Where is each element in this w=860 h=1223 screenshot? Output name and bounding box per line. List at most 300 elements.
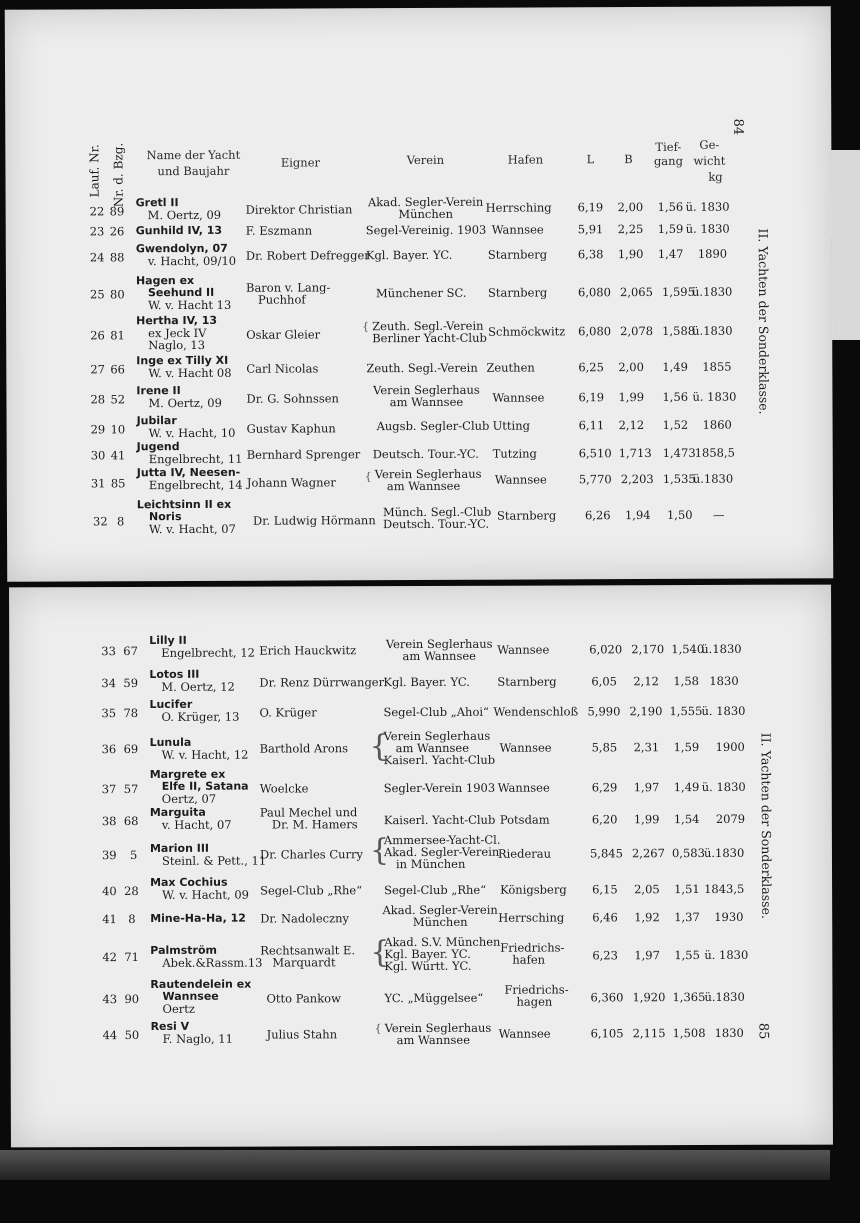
table-row (6, 352, 832, 381)
bzg-nr: 81 (110, 328, 125, 343)
background-sheet-edge (830, 150, 860, 340)
yacht-name: Gretl II (135, 196, 179, 210)
table-row (10, 875, 832, 902)
table-row (7, 412, 833, 441)
hafen: Herrsching (485, 200, 552, 215)
yacht-name: Gwendolyn, 07 (135, 241, 228, 256)
beam: 2,12 (618, 418, 645, 433)
lauf-nr: 26 (90, 328, 105, 343)
hafen: Schmöckwitz (488, 324, 566, 339)
yacht-name-line2: Seehund II (147, 285, 215, 300)
weight: 1858,5 (694, 445, 735, 460)
eigner: Direktor Christian (245, 202, 353, 217)
hafen: Starnberg (497, 674, 557, 689)
verein: Augsb. Segler-Club (376, 418, 490, 434)
beam: 2,190 (629, 704, 663, 719)
lauf-nr: 37 (101, 782, 117, 797)
lauf-nr: 33 (101, 644, 116, 659)
hafen: Starnberg (496, 508, 557, 523)
header-b: B (624, 152, 633, 167)
length: 6,26 (584, 508, 611, 523)
lauf-nr: 38 (101, 814, 117, 829)
yacht-name: Hertha IV, 13 (136, 313, 218, 328)
length: 6,19 (578, 390, 605, 405)
weight: 1900 (715, 739, 745, 754)
eigner: Segel-Club „Rhe“ (260, 883, 363, 898)
length: 5,845 (589, 846, 623, 861)
beam: 2,267 (631, 846, 665, 861)
header-gewicht-line2: wicht (693, 153, 726, 168)
weight: ü.1830 (703, 845, 745, 861)
draft: 1,555 (669, 704, 703, 719)
verein-line2: am Wannsee (402, 648, 476, 664)
brace-mark: { (364, 470, 372, 484)
weight: ü.1830 (704, 989, 745, 1005)
eigner: Dr. Ludwig Hörmann (252, 513, 376, 528)
hafen: Utting (492, 418, 530, 433)
yacht-name: Mine-Ha-Ha, 12 (150, 911, 246, 925)
yacht-builder: Engelbrecht, 14 (148, 477, 243, 493)
length: 5,770 (578, 472, 612, 487)
weight: 1843,5 (704, 881, 745, 897)
verein: Kgl. Bayer. YC. (383, 674, 470, 690)
draft: 1,59 (657, 221, 684, 236)
eigner: Bernhard Sprenger (246, 447, 361, 462)
draft: 1,56 (657, 199, 684, 214)
length: 5,91 (577, 222, 604, 237)
weight: 1860 (702, 417, 732, 432)
eigner: Gustav Kaphun (246, 421, 336, 436)
weight: 2079 (715, 811, 746, 826)
bzg-nr: 66 (110, 362, 125, 377)
hafen: Wannsee (497, 780, 550, 795)
verein: Segel-Vereinig. 1903 (365, 222, 487, 238)
lauf-nr: 31 (90, 476, 106, 491)
verein: YC. „Müggelsee“ (384, 990, 484, 1006)
length: 6,15 (592, 882, 618, 897)
header-name-line2: und Baujahr (157, 163, 230, 179)
brace-mark: { (369, 729, 389, 765)
draft: 1,588 (662, 323, 696, 338)
table-row (10, 832, 832, 872)
yacht-builder: O. Krüger, 13 (161, 709, 240, 724)
length: 5,85 (591, 740, 618, 755)
eigner-line2: Puchhof (257, 292, 306, 307)
draft: 1,58 (673, 674, 699, 689)
bzg-nr: 57 (123, 781, 139, 797)
table-row (9, 633, 831, 664)
weight: 1890 (697, 246, 728, 261)
verein: Segel-Club „Ahoi“ (383, 704, 489, 720)
verein-line3: Kgl. Württ. YC. (384, 958, 472, 974)
lauf-nr: 44 (102, 1028, 118, 1043)
book-page-85 (9, 585, 833, 1148)
draft: 1,56 (662, 389, 689, 404)
yacht-builder: Steinl. & Pett., 11 (161, 853, 267, 868)
lauf-nr: 41 (102, 912, 117, 927)
table-row (9, 697, 831, 724)
draft: 1,49 (662, 359, 688, 374)
weight: 1830 (714, 1025, 744, 1040)
lauf-nr: 22 (89, 204, 105, 219)
hafen: Tutzing (492, 446, 537, 461)
bzg-nr: 69 (123, 741, 139, 757)
side-title: II. Yachten der Sonderklasse. (755, 228, 772, 415)
table-row (10, 977, 832, 1016)
hafen: Königsberg (500, 882, 567, 897)
brace-mark: { (362, 320, 370, 334)
yacht-name: Rautendelein ex (150, 977, 252, 991)
beam: 2,31 (633, 740, 660, 755)
weight: — (712, 507, 725, 522)
yacht-name: Inge ex Tilly XI (136, 353, 229, 368)
beam: 2,170 (631, 642, 665, 657)
yacht-name: Marion III (149, 841, 210, 855)
verein: Kgl. Bayer. YC. (365, 247, 453, 263)
length: 6,29 (591, 780, 618, 795)
yacht-builder: Engelbrecht, 12 (161, 645, 256, 660)
yacht-name-line2: ex Jeck IV (148, 325, 207, 341)
yacht-name: Jugend (136, 440, 180, 454)
book-page-84 (5, 6, 833, 582)
eigner: Barthold Arons (259, 741, 349, 756)
hafen: Wannsee (498, 1026, 551, 1041)
eigner: Erich Hauckwitz (259, 643, 357, 658)
yacht-name-line2: Wannsee (162, 989, 219, 1003)
beam: 2,115 (632, 1026, 666, 1041)
bzg-nr: 90 (124, 991, 140, 1007)
length: 6,360 (590, 990, 624, 1005)
header-nr-bzg: Nr. d. Bzg. (111, 142, 126, 208)
verein-line3: Kaiserl. Yacht-Club (383, 752, 496, 768)
page-number: 85 (755, 1022, 771, 1040)
yacht-name: Lunula (149, 735, 192, 749)
hafen: Herrsching (498, 910, 565, 925)
side-title: II. Yachten der Sonderklasse. (758, 732, 775, 919)
beam: 2,065 (619, 284, 653, 300)
yacht-name-line2: Noris (148, 510, 182, 524)
lauf-nr: 39 (101, 848, 117, 863)
verein-line2: Berliner Yacht-Club (372, 330, 487, 346)
beam: 1,94 (624, 507, 651, 523)
hafen: Zeuthen (486, 360, 535, 375)
yacht-builder: Oertz (162, 1001, 195, 1016)
header-verein: Verein (406, 152, 445, 168)
draft: 1,52 (662, 417, 689, 432)
yacht-builder: v. Hacht, 09/10 (147, 253, 237, 269)
lauf-nr: 43 (102, 992, 118, 1007)
length: 6,080 (578, 324, 612, 339)
verein: Akad. S.V. München (384, 934, 501, 950)
verein: Akad. Segler-Verein (367, 194, 484, 210)
length: 6,23 (592, 948, 618, 963)
yacht-builder: W. v. Hacht, 09 (162, 887, 249, 902)
verein: Zeuth. Segl.-Verein (366, 360, 478, 376)
bzg-nr: 59 (123, 675, 139, 691)
yacht-builder: M. Oertz, 12 (161, 679, 235, 694)
eigner: Dr. Robert Defregger (245, 248, 370, 263)
weight: ü. 1830 (704, 947, 749, 963)
bzg-nr: 41 (110, 448, 126, 463)
eigner: F. Eszmann (245, 223, 313, 238)
bzg-nr: 5 (129, 847, 138, 863)
length: 6,46 (592, 910, 618, 925)
verein-line2: Kgl. Bayer. YC. (384, 946, 471, 962)
eigner: Otto Pankow (266, 991, 341, 1006)
hafen: Wendenschloß (493, 704, 579, 719)
draft: 1,365 (672, 990, 706, 1005)
beam: 1,97 (633, 780, 660, 795)
bzg-nr: 88 (109, 250, 125, 265)
draft: 1,508 (672, 1026, 706, 1041)
brace-mark: { (374, 1022, 382, 1036)
yacht-name: Lilly II (149, 633, 187, 647)
eigner: Paul Mechel und (259, 805, 358, 820)
draft: 1,37 (674, 910, 700, 925)
verein: Münchener SC. (375, 285, 467, 301)
hafen: Wannsee (499, 740, 552, 755)
verein: Ammersee-Yacht-Cl. (383, 832, 501, 848)
verein-line2: am Wannsee (396, 1032, 471, 1048)
lauf-nr: 34 (101, 676, 117, 691)
draft: 1,540 (671, 642, 705, 657)
hafen: Friedrichs- (500, 940, 565, 955)
verein: Akad. Segler-Verein (382, 902, 498, 918)
weight: ü.1830 (692, 471, 734, 486)
hafen-line2: hafen (512, 952, 546, 967)
yacht-name: Resi V (150, 1019, 190, 1033)
hafen-line2: hagen (516, 994, 553, 1009)
header-name-line1: Name der Yacht (146, 147, 241, 163)
yacht-builder: M. Oertz, 09 (148, 395, 222, 411)
draft: 1,595 (661, 284, 695, 299)
bzg-nr: 8 (116, 514, 125, 529)
length: 6,080 (577, 285, 611, 300)
eigner-line2: Dr. M. Hamers (271, 817, 358, 832)
yacht-name: Leichtsinn II ex (136, 497, 232, 512)
bzg-nr: 50 (124, 1027, 140, 1043)
bzg-nr: 52 (110, 392, 126, 407)
verein-line2: München (412, 914, 468, 930)
weight: ü. 1830 (701, 779, 746, 795)
verein: Verein Seglerhaus (383, 728, 491, 744)
hafen: Starnberg (487, 285, 548, 300)
eigner: Dr. G. Sohnssen (246, 391, 339, 406)
hafen: Friedrichs- (504, 982, 569, 997)
draft: 0,583 (671, 846, 705, 861)
eigner: O. Krüger (259, 705, 317, 720)
weight: 1855 (702, 359, 732, 374)
length: 6,38 (577, 247, 604, 262)
lauf-nr: 24 (89, 250, 105, 265)
verein: Verein Seglerhaus (385, 636, 493, 652)
yacht-name: Jubilar (136, 414, 177, 428)
verein-line2: am Wannsee (389, 394, 464, 410)
weight: ü. 1830 (701, 703, 746, 719)
lauf-nr: 42 (102, 950, 117, 965)
length: 6,25 (578, 360, 604, 375)
bzg-nr: 68 (123, 813, 139, 829)
header-eigner: Eigner (280, 155, 321, 170)
hafen: Potsdam (499, 812, 550, 827)
verein: Zeuth. Segl.-Verein (372, 318, 484, 334)
beam: 1,90 (617, 247, 644, 262)
weight: ü. 1830 (692, 389, 737, 404)
hafen: Starnberg (487, 247, 548, 262)
beam: 2,00 (618, 360, 644, 375)
yacht-name: Jutta IV, Neesen- (136, 465, 241, 480)
table-row (7, 464, 833, 494)
bzg-nr: 10 (110, 422, 126, 437)
bzg-nr: 8 (128, 911, 136, 927)
length: 6,05 (591, 674, 617, 689)
bzg-nr: 28 (124, 883, 139, 899)
yacht-builder: v. Hacht, 07 (161, 817, 232, 832)
beam: 1,99 (618, 390, 645, 405)
verein-line2: Akad. Segler-Verein (383, 844, 500, 860)
weight: ü.1830 (691, 284, 733, 299)
yacht-name: Lucifer (149, 697, 193, 711)
verein: Segler-Verein 1903 (383, 780, 496, 796)
bzg-nr: 71 (124, 949, 139, 965)
yacht-builder: W. v. Hacht, 10 (148, 425, 236, 441)
weight: ü. 1830 (685, 221, 730, 236)
weight: ü. 1830 (685, 199, 730, 214)
yacht-name: Max Cochius (150, 875, 228, 889)
lauf-nr: 29 (90, 422, 106, 437)
yacht-name: Gunhild IV, 13 (135, 223, 223, 238)
yacht-builder: M. Oertz, 09 (147, 207, 222, 223)
yacht-builder: Oertz, 07 (161, 791, 217, 806)
eigner: Johann Wagner (246, 475, 336, 490)
eigner: Dr. Charles Curry (259, 847, 364, 862)
verein: Verein Seglerhaus (374, 466, 482, 482)
header-hafen: Hafen (507, 152, 544, 167)
table-row (10, 902, 832, 930)
hafen: Wannsee (491, 222, 544, 237)
bzg-nr: 67 (123, 643, 138, 659)
hafen: Riederau (497, 846, 552, 861)
table-row (9, 667, 831, 694)
eigner: Oskar Gleier (246, 327, 321, 342)
draft: 1,49 (673, 780, 700, 795)
eigner: Rechtsanwalt E. (260, 943, 356, 958)
lauf-nr: 36 (101, 742, 117, 757)
table-row (6, 312, 832, 353)
weight: ü.1830 (692, 323, 733, 338)
lauf-nr: 27 (90, 362, 105, 377)
beam: 2,25 (617, 222, 644, 237)
table-row (10, 934, 832, 974)
table-row (10, 728, 832, 768)
eigner: Julius Stahn (266, 1027, 338, 1042)
table-row (6, 272, 832, 313)
beam: 1,920 (632, 990, 666, 1005)
verein-line2: am Wannsee (386, 478, 461, 494)
yacht-builder: F. Naglo, 11 (162, 1031, 233, 1046)
beam: 2,203 (620, 471, 654, 487)
length: 6,11 (578, 418, 605, 433)
length: 5,990 (587, 704, 621, 719)
lauf-nr: 32 (92, 514, 108, 529)
verein: Kaiserl. Yacht-Club (383, 812, 496, 828)
draft: 1,59 (673, 740, 700, 755)
verein: Segel-Club „Rhe“ (384, 882, 487, 898)
weight: 1830 (709, 673, 739, 688)
length: 6,105 (590, 1026, 624, 1041)
verein-line2: Deutsch. Tour.-YC. (382, 516, 490, 532)
table-row (10, 805, 832, 832)
header-tief-line2: gang (653, 153, 683, 168)
table-row (6, 382, 832, 411)
verein: Verein Seglerhaus (384, 1020, 492, 1036)
bzg-nr: 80 (109, 287, 125, 302)
yacht-name-line2: Elfe II, Satana (161, 779, 249, 793)
bzg-nr: 78 (123, 705, 139, 721)
beam: 1,713 (618, 445, 652, 461)
yacht-name: Lotos III (149, 667, 200, 681)
table-row (6, 221, 832, 239)
table-row (7, 496, 833, 537)
bzg-nr: 26 (109, 224, 125, 239)
lauf-nr: 30 (90, 448, 106, 463)
verein: Deutsch. Tour.-YC. (372, 446, 479, 462)
draft: 1,47 (657, 246, 684, 261)
beam: 1,99 (633, 812, 660, 827)
verein-line2: am Wannsee (395, 740, 470, 756)
beam: 2,05 (634, 882, 660, 897)
bzg-nr: 85 (110, 476, 126, 491)
eigner: Dr. Nadoleczny (260, 911, 350, 926)
table-row (6, 240, 832, 269)
lauf-nr: 23 (89, 224, 105, 239)
yacht-builder: Naglo, 13 (148, 337, 206, 353)
eigner: Baron v. Lang- (245, 280, 331, 295)
brace-mark: { (369, 833, 390, 869)
beam: 1,92 (634, 910, 660, 925)
draft: 1,50 (666, 507, 693, 522)
length: 6,020 (589, 642, 623, 657)
verein-line3: in München (395, 856, 466, 872)
book-edge (0, 1150, 830, 1180)
lauf-nr: 25 (89, 287, 105, 302)
yacht-builder: W. v. Hacht 08 (148, 365, 232, 381)
header-l: L (586, 152, 595, 167)
beam: 2,078 (620, 323, 654, 339)
lauf-nr: 35 (101, 706, 117, 721)
length: 6,20 (591, 812, 618, 827)
yacht-builder: W. v. Hacht 13 (148, 297, 232, 313)
beam: 2,00 (617, 200, 644, 215)
yacht-builder: W. v. Hacht, 12 (161, 747, 249, 762)
hafen: Wannsee (492, 390, 545, 405)
weight: ü.1830 (701, 641, 742, 657)
yacht-name: Palmström (150, 943, 217, 957)
header-gewicht-line3: kg (708, 169, 723, 184)
header-lauf-nr: Lauf. Nr. (87, 144, 102, 198)
hafen: Wannsee (497, 642, 550, 657)
yacht-builder: W. v. Hacht, 07 (148, 521, 236, 537)
yacht-name: Hagen ex (135, 273, 195, 288)
draft: 1,55 (674, 948, 700, 963)
eigner: Dr. Renz Dürrwanger (259, 675, 385, 690)
draft: 1,535 (662, 471, 696, 486)
eigner: Carl Nicolas (246, 361, 319, 376)
beam: 2,12 (633, 674, 659, 689)
yacht-name: Irene II (136, 384, 181, 398)
yacht-name: Marguita (149, 805, 206, 819)
weight: 1930 (714, 909, 744, 924)
